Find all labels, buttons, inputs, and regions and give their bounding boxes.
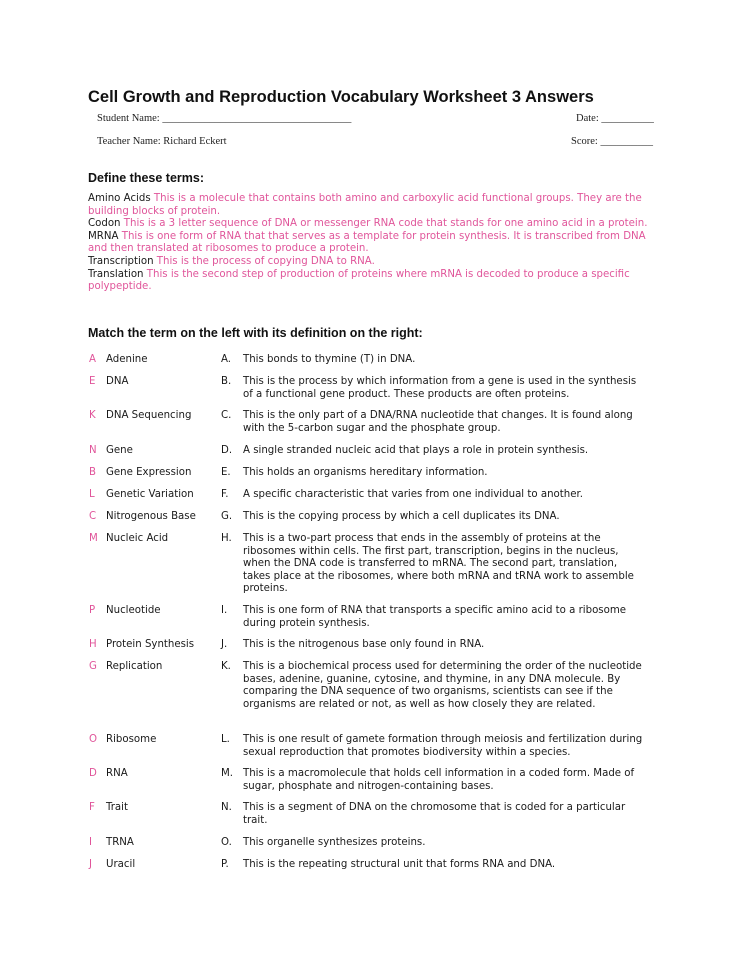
score-field: Score: __________ — [571, 136, 653, 147]
match-answer: A — [89, 354, 96, 365]
definition-term: Codon — [88, 218, 121, 230]
match-definition: This holds an organisms hereditary information. — [243, 467, 488, 478]
match-definition: This is the process by which information from a gene is used in the synthesis of a functional gene product. These products are often proteins. — [243, 376, 637, 400]
match-answer: P — [89, 605, 96, 616]
definitions-list — [88, 193, 663, 294]
match-letter: I. — [221, 605, 228, 616]
match-term: Gene — [106, 445, 133, 456]
match-term: RNA — [106, 768, 128, 779]
student-name-field: Student Name: ____________________________________ — [97, 113, 352, 124]
match-term: Nucleotide — [106, 605, 161, 616]
definition-answer: This is a molecule that contains both amino and carboxylic acid functional groups. They are the building blocks of protein. — [88, 193, 642, 217]
teacher-name: Teacher Name: Richard Eckert — [97, 136, 227, 147]
match-heading: Match the term on the left with its definition on the right: — [88, 326, 423, 340]
definition-answer: This is a 3 letter sequence of DNA or messenger RNA code that stands for one amino acid in a protein. — [123, 218, 648, 230]
match-answer: I — [89, 837, 93, 848]
match-term: Uracil — [106, 859, 136, 870]
definition-item — [88, 193, 663, 218]
match-letter: D. — [221, 445, 233, 456]
match-letter: B. — [221, 376, 232, 387]
match-answer: H — [89, 639, 97, 650]
definition-item — [88, 269, 663, 294]
match-term: TRNA — [106, 837, 134, 848]
match-answer: J — [89, 859, 93, 870]
match-letter: K. — [221, 661, 231, 672]
match-answer: C — [89, 511, 97, 522]
match-answer: L — [89, 489, 95, 500]
match-term: Adenine — [106, 354, 148, 365]
match-definition: This is a biochemical process used for determining the order of the nucleotide bases, adenine, guanine, cytosine, and thymine, in any DNA molecule. By comparing the DNA sequence of two organisms, scientists can see if the organisms are related or not, as well as how closely they are related. — [243, 661, 642, 710]
match-term: DNA Sequencing — [106, 410, 192, 421]
match-letter: J. — [221, 639, 228, 650]
match-definition: A specific characteristic that varies from one individual to another. — [243, 489, 583, 500]
match-answer: M — [89, 533, 98, 544]
match-term: Genetic Variation — [106, 489, 194, 500]
definition-term: MRNA — [88, 230, 119, 242]
match-letter: A. — [221, 354, 232, 365]
match-term: Nucleic Acid — [106, 533, 169, 544]
define-heading: Define these terms: — [88, 171, 205, 185]
match-term: Replication — [106, 661, 163, 672]
match-letter: F. — [221, 489, 229, 500]
match-answer: G — [89, 661, 97, 672]
definition-term: Transcription — [88, 255, 154, 267]
date-field: Date: __________ — [576, 113, 654, 124]
definition-item — [88, 256, 663, 269]
match-definition: This is the only part of a DNA/RNA nucleotide that changes. It is found along with the 5-carbon sugar and the phosphate group. — [243, 410, 633, 434]
match-term: Gene Expression — [106, 467, 192, 478]
match-letter: O. — [221, 837, 232, 848]
match-term: Trait — [106, 802, 128, 813]
match-answer: E — [89, 376, 96, 387]
match-definition: This bonds to thymine (T) in DNA. — [243, 354, 416, 365]
match-letter: N. — [221, 802, 232, 813]
match-term: DNA — [106, 376, 129, 387]
match-letter: G. — [221, 511, 233, 522]
match-answer: D — [89, 768, 97, 779]
match-answer: N — [89, 445, 97, 456]
match-definition: This is the repeating structural unit that forms RNA and DNA. — [243, 859, 556, 870]
match-letter: C. — [221, 410, 232, 421]
definition-term: Translation — [88, 268, 144, 280]
match-term: Nitrogenous Base — [106, 511, 196, 522]
definition-answer: This is one form of RNA that that serves as a template for protein synthesis. It is transcribed from DNA and then translated at ribosomes to produce a protein. — [88, 230, 646, 255]
match-definition: This is a two-part process that ends in the assembly of proteins at the ribosomes within cells. The first part, transcription, begins in the nucleus, when the DNA code is transferred to mRNA. The second part, translation, takes place at the ribosomes, where both mRNA and tRNA work to assemble proteins. — [243, 533, 634, 595]
definition-item — [88, 231, 663, 256]
match-term: Ribosome — [106, 734, 157, 745]
match-letter: L. — [221, 734, 230, 745]
definition-term: Amino Acids — [88, 193, 151, 204]
match-answer: O — [89, 734, 98, 745]
match-definition: This is one result of gamete formation through meiosis and fertilization during sexual reproduction that promotes biodiversity within a species. — [243, 734, 643, 758]
worksheet-title: Cell Growth and Reproduction Vocabulary Worksheet 3 Answers — [88, 88, 594, 106]
match-definition: This is a macromolecule that holds cell information in a coded form. Made of sugar, phosphate and nitrogen-containing bases. — [243, 768, 635, 792]
definition-item — [88, 218, 663, 231]
match-definition: This is the copying process by which a cell duplicates its DNA. — [243, 511, 560, 522]
match-letter: H. — [221, 533, 232, 544]
match-definition: This is one form of RNA that transports a specific amino acid to a ribosome during protein synthesis. — [243, 605, 627, 629]
match-letter: P. — [221, 859, 229, 870]
match-definition: This is a segment of DNA on the chromosome that is coded for a particular trait. — [243, 802, 626, 826]
match-definition: A single stranded nucleic acid that plays a role in protein synthesis. — [243, 445, 589, 456]
match-term: Protein Synthesis — [106, 639, 195, 650]
match-answer: K — [89, 410, 96, 421]
match-letter: M. — [221, 768, 234, 779]
match-answer: B — [89, 467, 96, 478]
definition-answer: This is the second step of production of proteins where mRNA is decoded to produce a specific polypeptide. — [88, 268, 630, 293]
definition-answer: This is the process of copying DNA to RNA. — [156, 255, 375, 267]
match-answer: F — [89, 802, 95, 813]
match-letter: E. — [221, 467, 231, 478]
match-definition: This is the nitrogenous base only found in RNA. — [243, 639, 485, 650]
match-definition: This organelle synthesizes proteins. — [243, 837, 426, 848]
